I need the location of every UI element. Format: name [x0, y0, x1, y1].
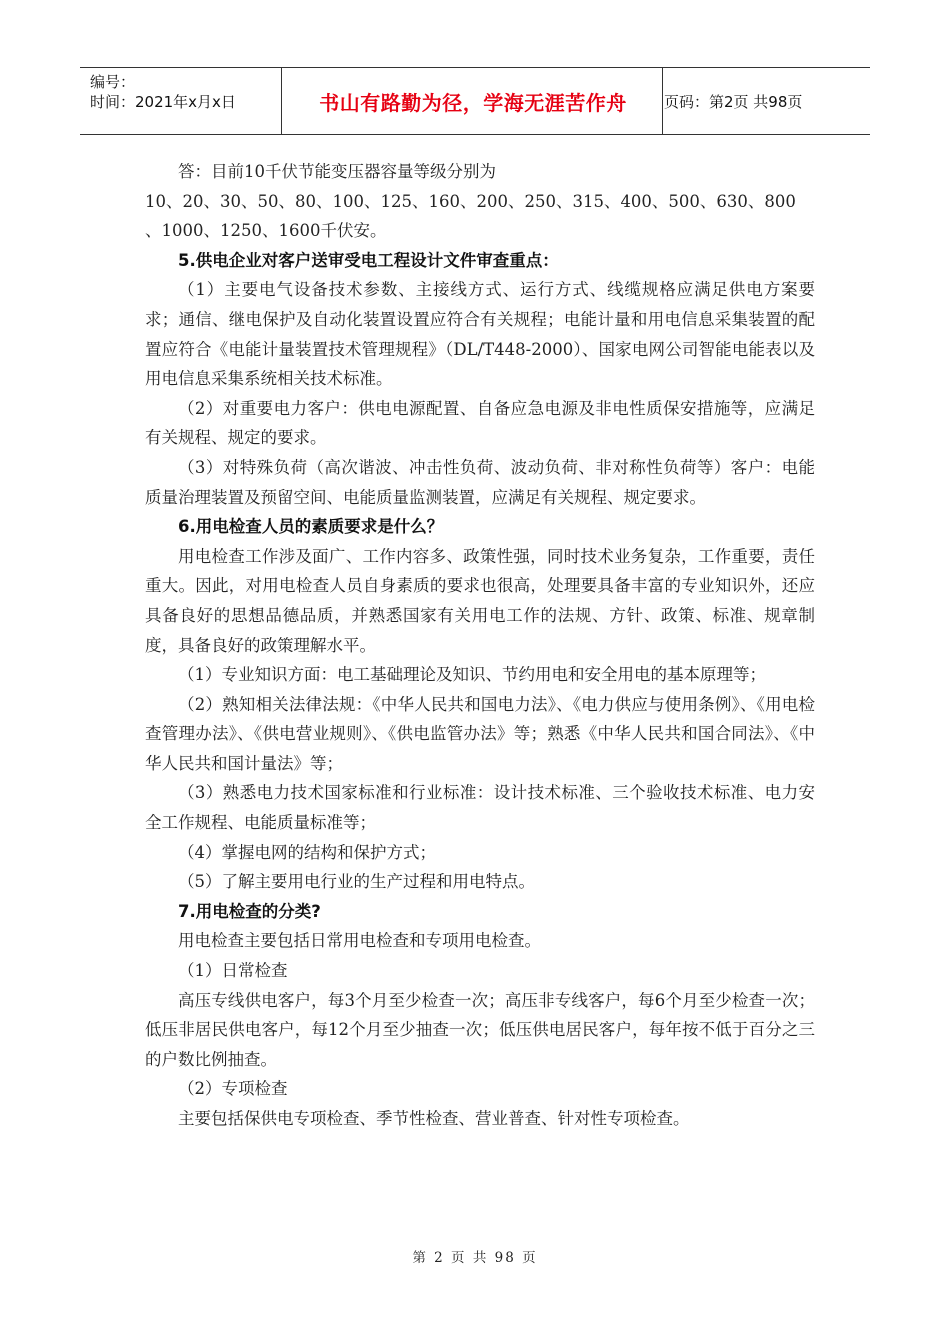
paragraph: （1）专业知识方面：电工基础理论及知识、节约用电和安全用电的基本原理等；: [178, 665, 766, 685]
section-heading-5: 5.供电企业对客户送审受电工程设计文件审查重点：: [178, 250, 559, 270]
header-motto: 书山有路勤为径，学海无涯苦作舟: [319, 90, 627, 115]
paragraph: （2）专项检查: [178, 1079, 288, 1099]
header-page-number: 页码：第2页 共98页: [664, 92, 803, 111]
header-divider: [281, 68, 282, 134]
section-heading-6: 6.用电检查人员的素质要求是什么？: [178, 517, 444, 537]
header-divider: [662, 68, 663, 134]
page-header: [80, 67, 870, 135]
paragraph: 用电检查主要包括日常用电检查和专项用电检查。: [178, 931, 541, 951]
paragraph: （1）主要电气设备技术参数、主接线方式、运行方式、线缆规格应满足供电方案要求；通信、继电保护及自动化装置设置应符合有关规程；电能计量和用电信息采集装置的配置应符合《电能计量装置技术管理规程》（DL/T448-2000）、国家电网公司智能电能表以及用电信息采集系统相关技术标准。: [145, 280, 815, 389]
paragraph: （3）熟悉电力技术国家标准和行业标准：设计技术标准、三个验收技术标准、电力安全工作规程、电能质量标准等；: [145, 783, 815, 833]
document-body: [145, 157, 815, 1134]
section-heading-7: 7.用电检查的分类?: [178, 901, 321, 921]
paragraph: 答：目前10千伏节能变压器容量等级分别为: [178, 162, 496, 181]
paragraph: （4）掌握电网的结构和保护方式；: [178, 842, 436, 862]
page-footer: 第 2 页 共 98 页: [412, 1250, 538, 1266]
paragraph: 用电检查工作涉及面广、工作内容多、政策性强，同时技术业务复杂，工作重要，责任重大。因此，对用电检查人员自身素质的要求也很高，处理要具备丰富的专业知识外，还应具备良好的思想品德品质，并熟悉国家有关用电工作的法规、方针、政策、标准、规章制度，具备良好的政策理解水平。: [145, 546, 815, 655]
paragraph: （2）对重要电力客户：供电电源配置、自备应急电源及非电性质保安措施等，应满足有关规程、规定的要求。: [145, 398, 815, 448]
paragraph: （2）熟知相关法律法规：《中华人民共和国电力法》、《电力供应与使用条例》、《用电检查管理办法》、《供电营业规则》、《供电监管办法》等；熟悉《中华人民共和国合同法》、《中华人民共和国计量法》等；: [145, 694, 815, 773]
header-meta: [90, 72, 236, 112]
paragraph: 10、20、30、50、80、100、125、160、200、250、315、400、500、630、800: [145, 191, 796, 211]
document-code: 编号：: [90, 73, 136, 91]
paragraph: 、1000、1250、1600千伏安。: [145, 221, 387, 241]
paragraph: 主要包括保供电专项检查、季节性检查、营业普查、针对性专项检查。: [178, 1109, 690, 1128]
document-date: 时间：2021年x月x日: [90, 93, 236, 111]
paragraph: （3）对特殊负荷（高次谐波、冲击性负荷、波动负荷、非对称性负荷等）客户：电能质量治理装置及预留空间、电能质量监测装置，应满足有关规程、规定要求。: [145, 457, 815, 507]
paragraph: （5）了解主要用电行业的生产过程和用电特点。: [178, 872, 535, 892]
paragraph: 高压专线供电客户，每3个月至少检查一次；高压非专线客户，每6个月至少检查一次；低压非居民供电客户，每12个月至少抽查一次；低压供电居民客户，每年按不低于百分之三的户数比例抽查。: [145, 990, 815, 1069]
paragraph: （1）日常检查: [178, 961, 288, 981]
